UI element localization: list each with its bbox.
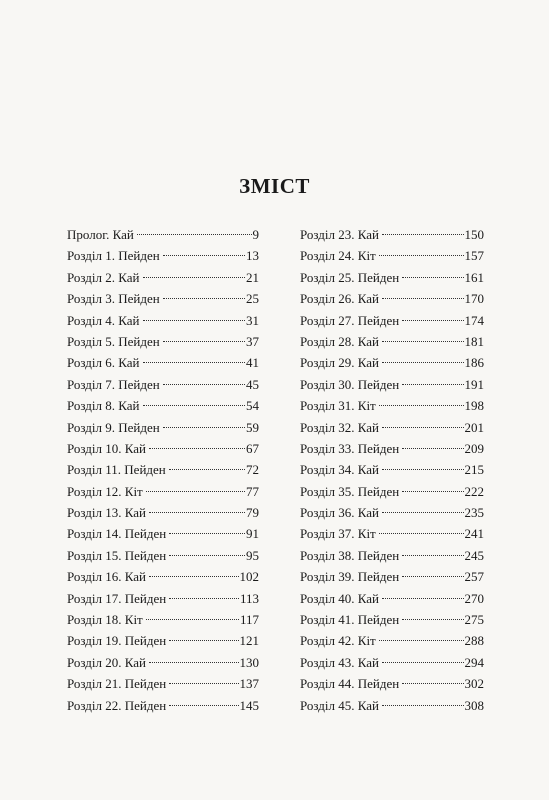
toc-entry-page-number: 59 — [246, 419, 259, 435]
toc-entry-page-number: 37 — [246, 333, 259, 349]
toc-entry — [67, 459, 259, 480]
toc-entry-title: Розділ 27. Пейден — [300, 312, 400, 328]
toc-entry — [67, 331, 259, 352]
toc-entry-page-number: 275 — [464, 612, 484, 628]
toc-entry-page-number: 117 — [239, 612, 259, 628]
toc-entry — [67, 374, 259, 395]
toc-right-column — [300, 224, 484, 716]
toc-entry-page-number: 91 — [246, 526, 259, 542]
toc-entry-title: Розділ 36. Кай — [300, 505, 379, 521]
dot-leader — [137, 234, 252, 235]
toc-entry-title: Розділ 42. Кіт — [300, 633, 376, 649]
toc-entry-title: Розділ 24. Кіт — [300, 248, 376, 264]
toc-entry — [67, 630, 259, 651]
toc-entry-title: Розділ 39. Пейден — [300, 569, 400, 585]
toc-entry-title: Розділ 5. Пейден — [67, 333, 160, 349]
toc-entry-page-number: 130 — [239, 654, 259, 670]
toc-entry-title: Розділ 12. Кіт — [67, 483, 143, 499]
toc-entry — [67, 395, 259, 416]
page-title: ЗМІСТ — [239, 174, 310, 199]
toc-entry-title: Пролог. Кай — [67, 227, 134, 242]
toc-entry — [67, 352, 259, 373]
dot-leader — [382, 298, 464, 299]
dot-leader — [402, 277, 463, 278]
toc-entry — [300, 224, 484, 245]
toc-entry-page-number: 121 — [239, 633, 259, 649]
toc-entry — [300, 417, 484, 438]
toc-entry — [300, 673, 484, 694]
dot-leader — [163, 341, 245, 342]
toc-entry-page-number: 72 — [246, 462, 259, 478]
toc-entry — [67, 288, 259, 309]
dot-leader — [169, 705, 238, 706]
toc-entry-page-number: 77 — [246, 483, 259, 499]
dot-leader — [402, 619, 463, 620]
toc-entry — [67, 673, 259, 694]
dot-leader — [402, 576, 463, 577]
dot-leader — [379, 255, 464, 256]
toc-entry-title: Розділ 40. Кай — [300, 590, 379, 606]
toc-entry-title: Розділ 44. Пейден — [300, 676, 400, 692]
toc-entry-page-number: 302 — [464, 676, 484, 692]
dot-leader — [379, 640, 464, 641]
toc-entry — [300, 523, 484, 544]
dot-leader — [143, 362, 246, 363]
toc-entry-page-number: 209 — [464, 440, 484, 456]
toc-entry — [67, 695, 259, 716]
toc-entry — [300, 588, 484, 609]
toc-entry — [300, 566, 484, 587]
toc-entry-title: Розділ 6. Кай — [67, 355, 140, 371]
toc-entry-page-number: 95 — [246, 547, 259, 563]
toc-entry-page-number: 157 — [464, 248, 484, 264]
toc-entry — [300, 245, 484, 266]
dot-leader — [143, 320, 246, 321]
toc-entry — [67, 523, 259, 544]
toc-entry-page-number: 270 — [464, 590, 484, 606]
toc-entry — [67, 417, 259, 438]
toc-entry-title: Розділ 15. Пейден — [67, 547, 167, 563]
toc-entry-page-number: 137 — [239, 676, 259, 692]
toc-left-column — [67, 224, 259, 716]
toc-entry-page-number: 150 — [464, 227, 484, 242]
toc-entry-title: Розділ 33. Пейден — [300, 440, 400, 456]
toc-entry-title: Розділ 8. Кай — [67, 398, 140, 414]
toc-entry — [67, 652, 259, 673]
toc-entry-title: Розділ 9. Пейден — [67, 419, 160, 435]
toc-entry-page-number: 222 — [464, 483, 484, 499]
toc-entry — [300, 352, 484, 373]
toc-entry-page-number: 54 — [246, 398, 259, 414]
toc-entry-title: Розділ 26. Кай — [300, 291, 379, 307]
toc-entry-page-number: 145 — [239, 697, 259, 713]
dot-leader — [149, 576, 239, 577]
toc-entry — [300, 331, 484, 352]
toc-entry — [300, 502, 484, 523]
dot-leader — [382, 512, 464, 513]
toc-entry-title: Розділ 32. Кай — [300, 419, 379, 435]
dot-leader — [402, 491, 463, 492]
dot-leader — [169, 533, 245, 534]
dot-leader — [163, 298, 245, 299]
toc-entry — [67, 545, 259, 566]
dot-leader — [146, 619, 239, 620]
toc-entry-title: Розділ 13. Кай — [67, 505, 146, 521]
toc-entry — [300, 395, 484, 416]
dot-leader — [169, 640, 238, 641]
toc-entry-title: Розділ 7. Пейден — [67, 376, 160, 392]
dot-leader — [382, 362, 464, 363]
toc-entry-page-number: 294 — [464, 654, 484, 670]
dot-leader — [379, 405, 464, 406]
dot-leader — [379, 533, 464, 534]
toc-entry — [67, 438, 259, 459]
dot-leader — [402, 555, 463, 556]
dot-leader — [382, 598, 464, 599]
toc-entry-page-number: 113 — [239, 590, 259, 606]
toc-entry — [300, 267, 484, 288]
dot-leader — [149, 448, 245, 449]
dot-leader — [382, 662, 464, 663]
toc-entry-title: Розділ 31. Кіт — [300, 398, 376, 414]
toc-entry-page-number: 67 — [246, 440, 259, 456]
toc-entry — [67, 267, 259, 288]
toc-entry — [300, 438, 484, 459]
toc-entry — [67, 566, 259, 587]
toc-entry-page-number: 235 — [464, 505, 484, 521]
toc-entry-title: Розділ 29. Кай — [300, 355, 379, 371]
toc-entry-title: Розділ 2. Кай — [67, 269, 140, 285]
toc-entry-page-number: 25 — [246, 291, 259, 307]
toc-entry-title: Розділ 28. Кай — [300, 333, 379, 349]
toc-entry-title: Розділ 18. Кіт — [67, 612, 143, 628]
toc-entry — [300, 288, 484, 309]
dot-leader — [382, 427, 464, 428]
toc-entry-title: Розділ 14. Пейден — [67, 526, 167, 542]
toc-entry-title: Розділ 20. Кай — [67, 654, 146, 670]
toc-entry-title: Розділ 45. Кай — [300, 697, 379, 713]
dot-leader — [382, 705, 464, 706]
toc-entry-title: Розділ 25. Пейден — [300, 269, 400, 285]
toc-entry-title: Розділ 43. Кай — [300, 654, 379, 670]
toc-entry-title: Розділ 11. Пейден — [67, 462, 166, 478]
toc-entry-page-number: 308 — [464, 697, 484, 713]
toc-entry-title: Розділ 38. Пейден — [300, 547, 400, 563]
toc-entry-title: Розділ 21. Пейден — [67, 676, 167, 692]
dot-leader — [382, 341, 464, 342]
toc-entry — [300, 695, 484, 716]
toc-entry-page-number: 79 — [246, 505, 259, 521]
toc-entry — [300, 374, 484, 395]
toc-entry-page-number: 257 — [464, 569, 484, 585]
dot-leader — [149, 512, 245, 513]
toc-entry-page-number: 241 — [464, 526, 484, 542]
dot-leader — [163, 255, 245, 256]
toc-entry-title: Розділ 19. Пейден — [67, 633, 167, 649]
toc-entry-title: Розділ 10. Кай — [67, 440, 146, 456]
dot-leader — [169, 683, 238, 684]
toc-entry-title: Розділ 17. Пейден — [67, 590, 167, 606]
toc-entry-title: Розділ 1. Пейден — [67, 248, 160, 264]
toc-entry-page-number: 174 — [464, 312, 484, 328]
toc-entry — [67, 502, 259, 523]
toc-entry-page-number: 45 — [246, 376, 259, 392]
toc-entry — [300, 310, 484, 331]
toc-entry-page-number: 13 — [246, 248, 259, 264]
toc-entry — [67, 609, 259, 630]
toc-entry — [300, 652, 484, 673]
toc-entry-title: Розділ 23. Кай — [300, 227, 379, 242]
toc-entry-title: Розділ 35. Пейден — [300, 483, 400, 499]
toc-entry — [300, 545, 484, 566]
dot-leader — [402, 320, 463, 321]
toc-entry-page-number: 9 — [252, 227, 259, 242]
toc-entry-title: Розділ 3. Пейден — [67, 291, 160, 307]
toc-entry — [67, 310, 259, 331]
toc-entry — [300, 630, 484, 651]
toc-entry-title: Розділ 34. Кай — [300, 462, 379, 478]
toc-entry-title: Розділ 16. Кай — [67, 569, 146, 585]
dot-leader — [169, 469, 245, 470]
toc-entry-title: Розділ 4. Кай — [67, 312, 140, 328]
toc-entry-page-number: 186 — [464, 355, 484, 371]
dot-leader — [149, 662, 239, 663]
toc-entry-page-number: 161 — [464, 269, 484, 285]
toc-entry — [300, 609, 484, 630]
dot-leader — [163, 384, 245, 385]
toc-entry-page-number: 102 — [239, 569, 259, 585]
toc-entry-title: Розділ 30. Пейден — [300, 376, 400, 392]
dot-leader — [382, 234, 464, 235]
dot-leader — [143, 277, 246, 278]
toc-entry-title: Розділ 41. Пейден — [300, 612, 400, 628]
toc-entry-page-number: 31 — [246, 312, 259, 328]
toc-entry-page-number: 191 — [464, 376, 484, 392]
toc-entry — [67, 224, 259, 245]
dot-leader — [169, 555, 245, 556]
toc-entry — [67, 245, 259, 266]
toc-entry-page-number: 288 — [464, 633, 484, 649]
toc-entry-page-number: 21 — [246, 269, 259, 285]
toc-entry — [300, 481, 484, 502]
toc-entry-page-number: 245 — [464, 547, 484, 563]
dot-leader — [402, 683, 463, 684]
toc-entry — [300, 459, 484, 480]
toc-entry-page-number: 215 — [464, 462, 484, 478]
toc-entry — [67, 481, 259, 502]
dot-leader — [382, 469, 464, 470]
dot-leader — [146, 491, 245, 492]
toc-entry-page-number: 181 — [464, 333, 484, 349]
toc-entry-title: Розділ 37. Кіт — [300, 526, 376, 542]
dot-leader — [402, 448, 463, 449]
toc-entry-page-number: 198 — [464, 398, 484, 414]
toc-entry-page-number: 41 — [246, 355, 259, 371]
dot-leader — [143, 405, 246, 406]
toc-entry-title: Розділ 22. Пейден — [67, 697, 167, 713]
toc-entry-page-number: 170 — [464, 291, 484, 307]
dot-leader — [169, 598, 239, 599]
dot-leader — [402, 384, 463, 385]
toc-entry — [67, 588, 259, 609]
toc-entry-page-number: 201 — [464, 419, 484, 435]
dot-leader — [163, 427, 245, 428]
